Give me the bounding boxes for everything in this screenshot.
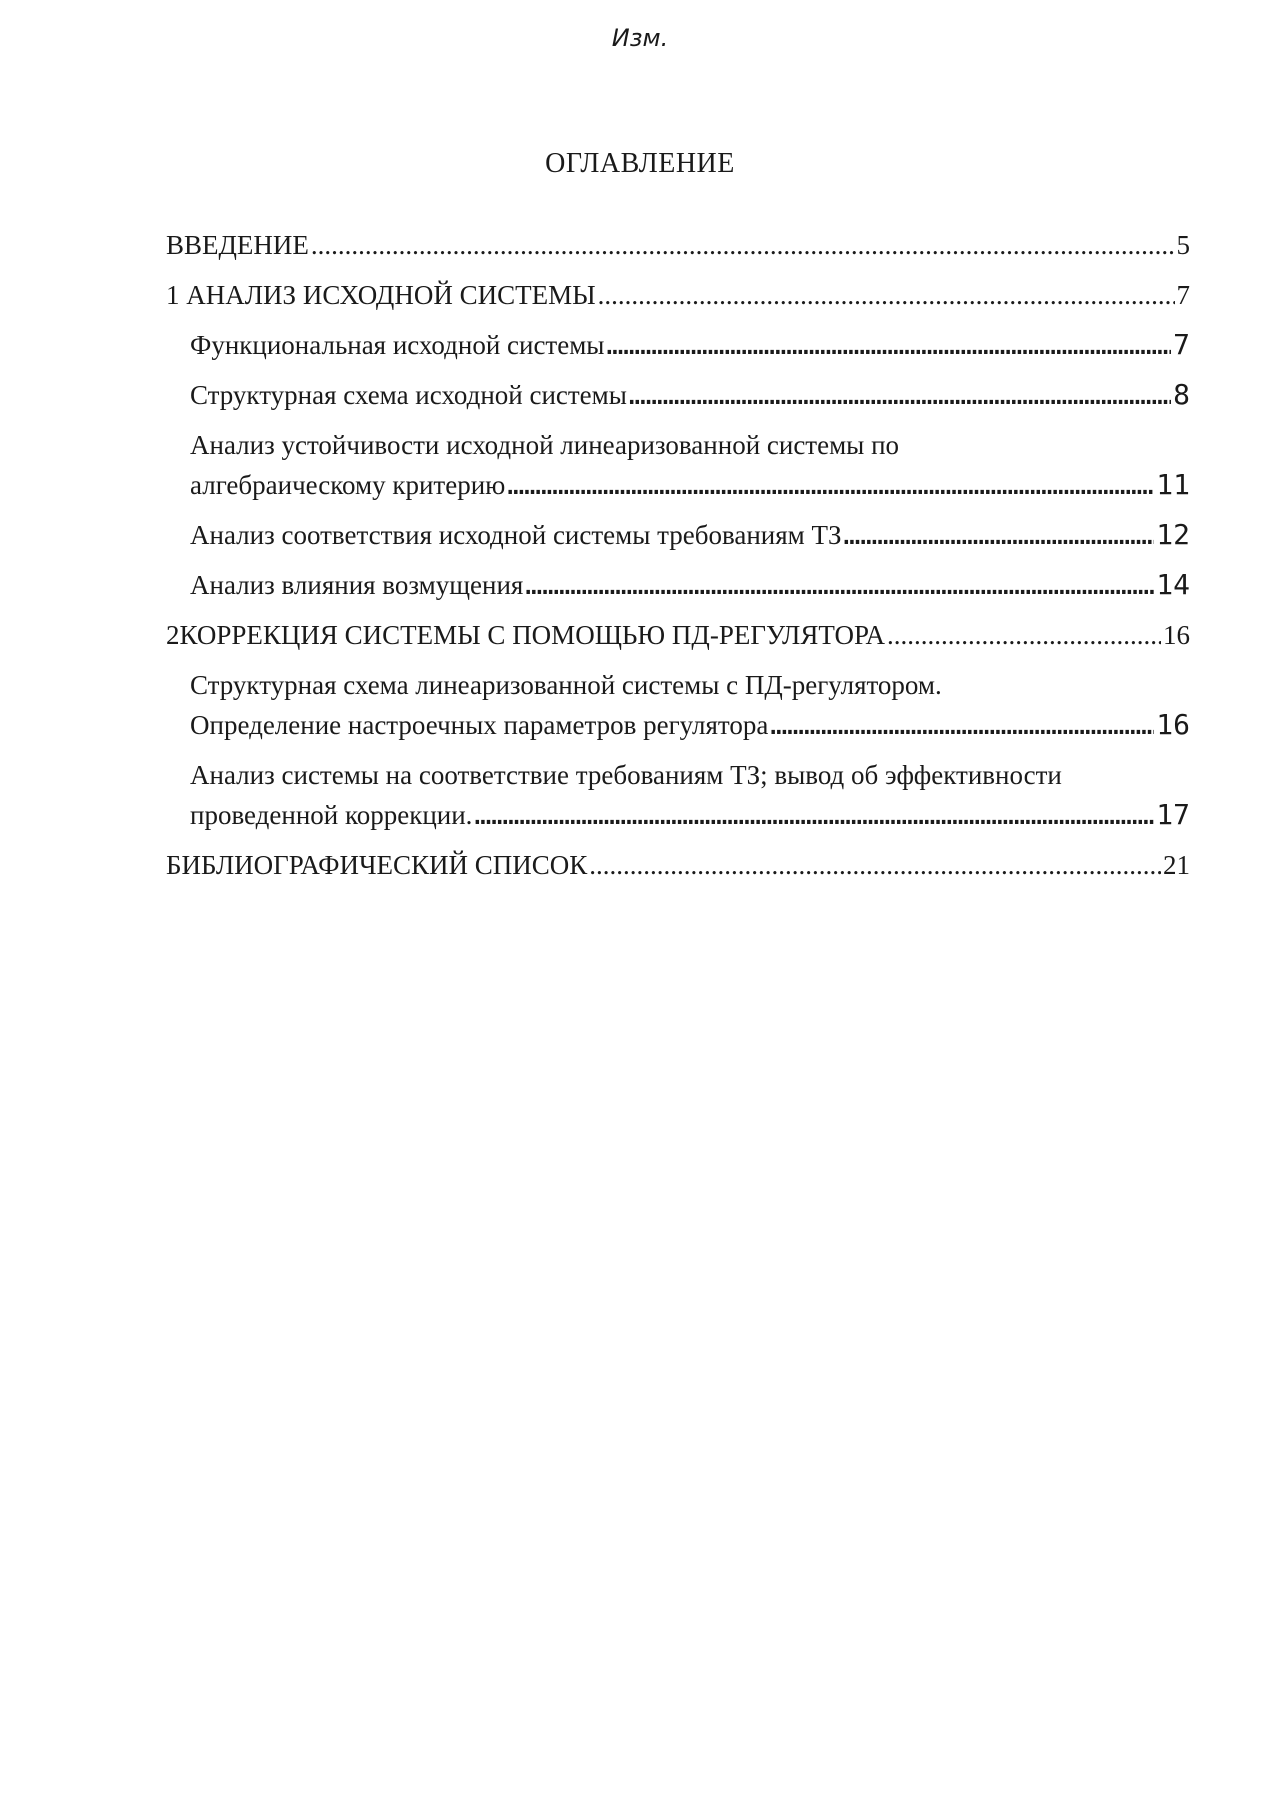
toc-entry-title: ВВЕДЕНИЕ bbox=[166, 230, 309, 260]
leader-dots bbox=[589, 845, 1161, 885]
toc-title: ОГЛАВЛЕНИЕ bbox=[545, 148, 735, 179]
toc-entry-page: 11 bbox=[1156, 468, 1190, 501]
toc-entry-title: алгебраическому критерию bbox=[190, 470, 506, 500]
leader-dots bbox=[507, 465, 1154, 505]
toc-entry-title: БИБЛИОГРАФИЧЕСКИЙ СПИСОК bbox=[166, 850, 588, 880]
leader-dots bbox=[525, 565, 1154, 605]
toc-entry-chapter-1[interactable] bbox=[166, 275, 1190, 315]
leader-dots bbox=[844, 515, 1155, 555]
toc-entry-functional-scheme[interactable] bbox=[166, 325, 1190, 365]
toc-entry-title: АНАЛИЗ ИСХОДНОЙ СИСТЕМЫ bbox=[186, 280, 596, 310]
leader-dots bbox=[770, 705, 1154, 745]
toc-entry-page: 16 bbox=[1156, 708, 1190, 741]
toc-entry-chapter-2[interactable] bbox=[166, 615, 1190, 655]
toc-entry-title: Анализ соответствия исходной системы требованиям ТЗ bbox=[190, 520, 842, 550]
toc-entry-title-line1: Структурная схема линеаризованной системы с ПД-регулятором. bbox=[190, 670, 942, 700]
toc-entry-disturbance-analysis[interactable] bbox=[166, 565, 1190, 605]
toc-entry-pd-regulator-scheme[interactable] bbox=[166, 665, 1190, 745]
toc-entry-title: Функциональная исходной системы bbox=[190, 330, 605, 360]
toc-entry-title: Структурная схема исходной системы bbox=[190, 380, 627, 410]
toc-entry-page: 7 bbox=[1173, 328, 1190, 361]
toc-entry-number: 1 bbox=[166, 280, 180, 310]
toc-entry-number: 2 bbox=[166, 620, 180, 650]
toc-entry-title: Определение настроечных параметров регулятора bbox=[190, 710, 769, 740]
toc-entry-structural-scheme[interactable] bbox=[166, 375, 1190, 415]
toc-entry-page: 17 bbox=[1156, 798, 1190, 831]
toc-entry-page: 16 bbox=[1163, 620, 1190, 650]
leader-dots bbox=[606, 325, 1171, 365]
toc-entry-page: 8 bbox=[1173, 378, 1190, 411]
toc-entry-title: Анализ влияния возмущения bbox=[190, 570, 524, 600]
toc-entry-correction-efficiency[interactable] bbox=[166, 755, 1190, 835]
toc-entry-stability-analysis[interactable] bbox=[166, 425, 1190, 505]
toc-entry-introduction[interactable] bbox=[166, 225, 1190, 265]
toc-entry-page: 7 bbox=[1176, 280, 1190, 310]
leader-dots bbox=[598, 275, 1175, 315]
toc-entry-page: 21 bbox=[1163, 850, 1190, 880]
toc-entry-page: 5 bbox=[1176, 230, 1190, 260]
toc-entry-title: проведенной коррекции. bbox=[190, 800, 473, 830]
leader-dots bbox=[311, 225, 1175, 265]
leader-dots bbox=[887, 615, 1161, 655]
toc-entry-page: 12 bbox=[1156, 518, 1190, 551]
toc-entry-title-line1: Анализ системы на соответствие требованиям ТЗ; вывод об эффективности bbox=[190, 760, 1062, 790]
leader-dots bbox=[474, 795, 1154, 835]
toc-entry-title-line1: Анализ устойчивости исходной линеаризованной системы по bbox=[190, 430, 900, 460]
toc-entry-requirements-analysis[interactable] bbox=[166, 515, 1190, 555]
leader-dots bbox=[629, 375, 1171, 415]
toc-entry-page: 14 bbox=[1156, 568, 1190, 601]
toc-entry-title: КОРРЕКЦИЯ СИСТЕМЫ С ПОМОЩЬЮ ПД-РЕГУЛЯТОРА bbox=[179, 620, 886, 650]
toc-entry-bibliography[interactable] bbox=[166, 845, 1190, 885]
table-of-contents bbox=[166, 225, 1190, 885]
header-mark: Изм. bbox=[611, 24, 669, 52]
